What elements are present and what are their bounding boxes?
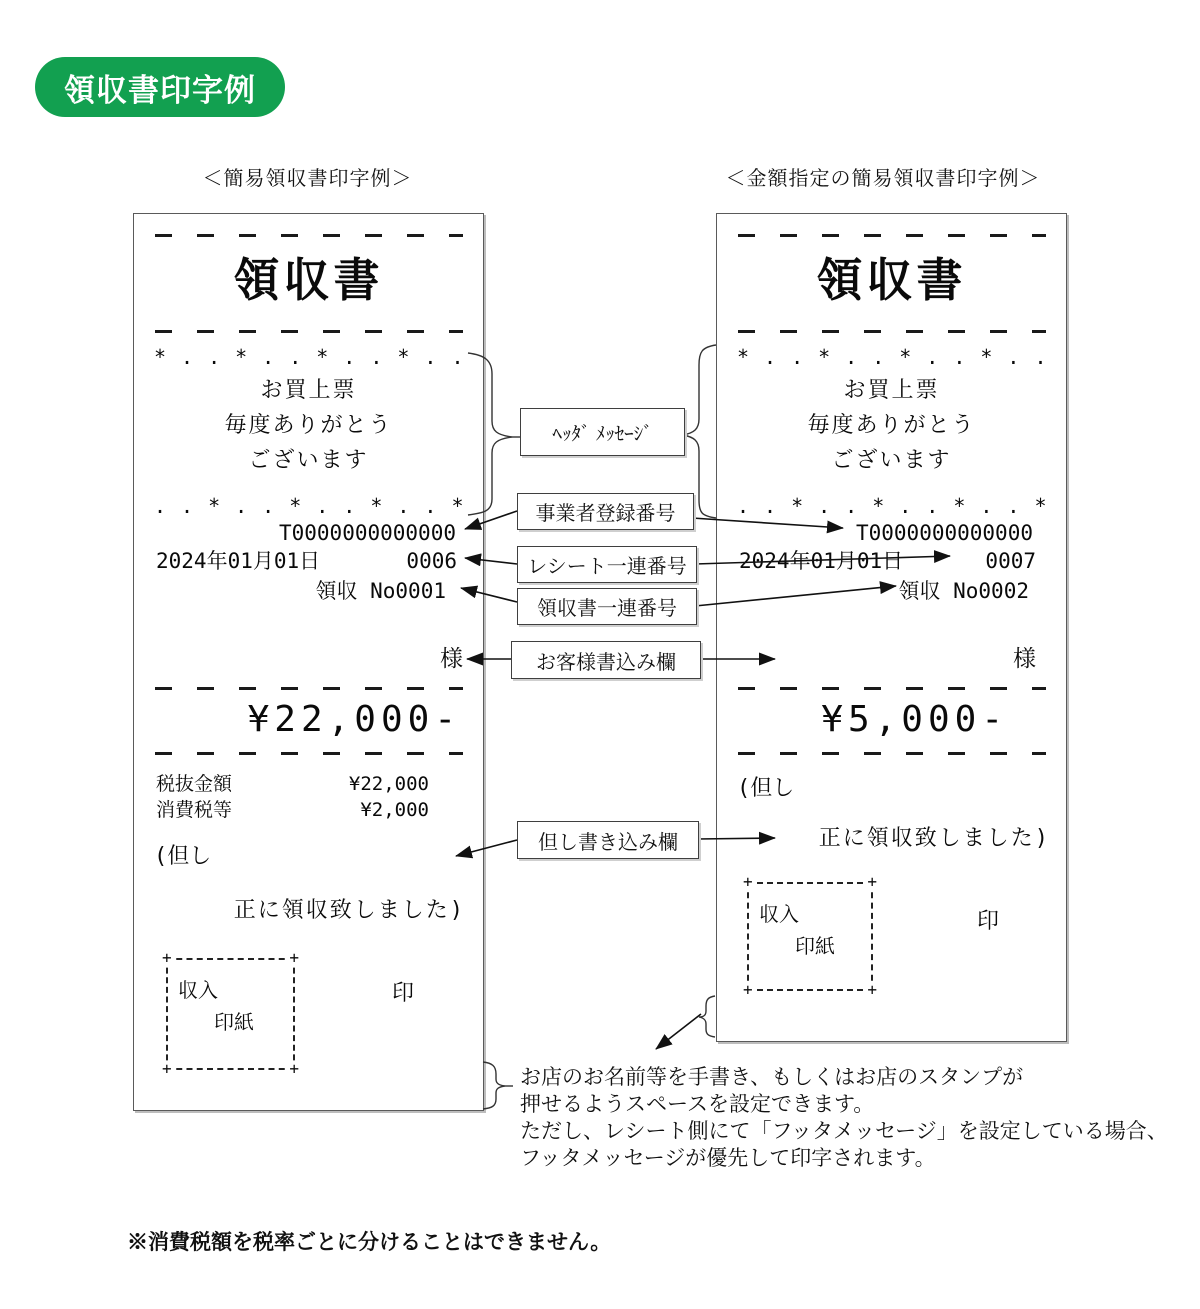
total-amount: ¥22,000- [247, 699, 461, 740]
header-message-line: お買上票 [260, 378, 357, 403]
header-message-line: 毎度ありがとう [224, 413, 393, 438]
stamp-box-line: 印紙 [795, 934, 835, 958]
tax-label: 消費税等 [156, 799, 233, 821]
note-line: 押せるようスペースを設定できます。 [520, 1093, 875, 1116]
seal-mark: 印 [977, 909, 1000, 934]
header-message-line: お買上票 [843, 378, 940, 403]
date: 2024年01月01日 [156, 549, 321, 573]
box-corner: + [289, 948, 299, 967]
ryoshusho-number: 領収 No0002 [898, 579, 1029, 603]
header-message-line: 毎度ありがとう [807, 413, 976, 438]
date-serial-row [717, 548, 1066, 574]
stamp-box-line: 印紙 [214, 1010, 254, 1034]
registration-number: T0000000000000 [855, 521, 1033, 545]
tax-value: ¥22,000 [348, 773, 429, 795]
annotation-customer-write-in-field: お客様書込み欄 [511, 641, 701, 679]
note-line: お店のお名前等を手書き、もしくはお店のスタンプが [520, 1066, 1024, 1089]
header-message-line: ございます [248, 448, 369, 473]
receipt-divider [738, 234, 1046, 237]
receipt-divider [155, 687, 463, 690]
registration-number: T0000000000000 [278, 521, 456, 545]
tax-row [134, 772, 483, 797]
tax-value: ¥2,000 [360, 799, 429, 821]
date-serial-row [134, 548, 483, 574]
receipt-divider [738, 687, 1046, 690]
receipt-divider [738, 330, 1046, 333]
tax-row [134, 798, 483, 823]
annotation-header-message: ﾍｯﾀﾞ ﾒｯｾｰｼﾞ [520, 408, 685, 456]
box-corner: + [867, 872, 877, 891]
date: 2024年01月01日 [739, 549, 904, 573]
tadashi-close: 正に領収致しました) [818, 826, 1050, 851]
ryoshusho-number: 領収 No0001 [315, 579, 446, 603]
receipt-simple-example [133, 213, 484, 1111]
arrow-footer-note [656, 1014, 701, 1049]
box-corner: + [743, 980, 753, 999]
tadashi-close: 正に領収致しました) [233, 898, 465, 923]
stamp-box-line: 収入 [178, 978, 218, 1002]
receipt-divider [738, 752, 1046, 755]
stamp-box-line: 収入 [759, 902, 799, 926]
note-line: フッタメッセージが優先して印字されます。 [520, 1147, 936, 1170]
tax-label: 税抜金額 [156, 773, 233, 795]
brace-footer-left [483, 1062, 505, 1109]
receipt-serial: 0007 [985, 549, 1036, 573]
receipt-title: 領収書 [816, 253, 967, 307]
note-line: ただし、レシート側にて「フッタメッセージ」を設定している場合、 [520, 1120, 1168, 1143]
annotation-receipt-serial-number: レシート一連番号 [517, 546, 697, 583]
box-corner: + [867, 980, 877, 999]
tadashi-open: (但し [154, 844, 212, 869]
receipt-serial: 0006 [406, 549, 457, 573]
revenue-stamp-box [162, 948, 299, 1078]
revenue-stamp-box [743, 872, 877, 999]
annotation-tadashi-write-in-field: 但し書き込み欄 [517, 821, 699, 859]
customer-suffix: 様 [440, 646, 463, 672]
annotation-ryoshusho-serial-number: 領収書一連番号 [517, 588, 697, 625]
star-separator: ..*..*..*..* [154, 494, 479, 518]
star-separator: *..*..*..*.. [737, 345, 1062, 369]
box-corner: + [289, 1059, 299, 1078]
total-amount: ¥5,000- [821, 699, 1008, 740]
stamp-space-note [520, 1064, 1168, 1172]
box-corner: + [162, 948, 172, 967]
star-separator: ..*..*..*..* [737, 494, 1062, 518]
left-receipt-caption: ＜簡易領収書印字例＞ [202, 168, 413, 190]
header-message-line: ございます [831, 448, 952, 473]
tax-rate-note: ※消費税額を税率ごとに分けることはできません。 [127, 1231, 612, 1254]
box-corner: + [743, 872, 753, 891]
annotation-business-registration-number: 事業者登録番号 [517, 493, 694, 530]
seal-mark: 印 [392, 981, 415, 1006]
page-title-badge [35, 57, 285, 117]
star-separator: *..*..*..*.. [154, 345, 479, 369]
tadashi-open: (但し [737, 776, 795, 801]
receipt-divider [155, 330, 463, 333]
customer-suffix: 様 [1013, 646, 1036, 672]
page-title: 領収書印字例 [64, 72, 256, 108]
right-receipt-caption: ＜金額指定の簡易領収書印字例＞ [725, 168, 1041, 190]
receipt-divider [155, 234, 463, 237]
receipt-title: 領収書 [233, 253, 384, 307]
box-corner: + [162, 1059, 172, 1078]
receipt-divider [155, 752, 463, 755]
brace-footer-right [699, 996, 715, 1037]
receipt-amount-specified-example [716, 213, 1067, 1042]
